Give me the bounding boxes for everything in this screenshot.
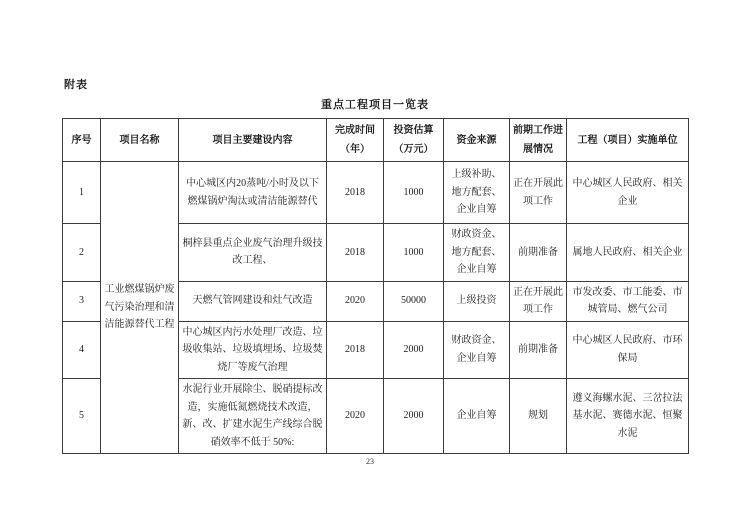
cell-content: 中心城区内污水处理厂改造、垃圾收集站、垃圾填埋场、垃圾焚烧厂等废气治理 [179, 321, 327, 379]
cell-progress: 正在开展此项工作 [510, 162, 567, 224]
cell-progress: 前期准备 [510, 224, 567, 282]
cell-year: 2018 [327, 162, 384, 224]
col-header-progress: 前期工作进展情况 [510, 119, 567, 162]
cell-progress: 前期准备 [510, 321, 567, 379]
cell-content: 天燃气管网建设和灶气改造 [179, 281, 327, 321]
cell-year: 2020 [327, 281, 384, 321]
cell-investment: 50000 [384, 281, 444, 321]
table-row [63, 162, 689, 224]
cell-progress: 规划 [510, 379, 567, 454]
appendix-label: 附表 [64, 79, 88, 91]
cell-project-name: 工业燃煤锅炉废气污染治理和清洁能源替代工程 [101, 162, 179, 454]
cell-year: 2018 [327, 224, 384, 282]
cell-unit: 属地人民政府、相关企业 [567, 224, 689, 282]
cell-unit: 遵义海螺水泥、三岔拉法基水泥、赛德水泥、恒聚水泥 [567, 379, 689, 454]
cell-no: 3 [63, 281, 101, 321]
cell-investment: 2000 [384, 321, 444, 379]
col-header-no: 序号 [63, 119, 101, 162]
cell-no: 1 [63, 162, 101, 224]
key-projects-table [62, 118, 689, 454]
cell-funding: 上级补助、地方配套、企业自筹 [444, 162, 510, 224]
cell-investment: 2000 [384, 379, 444, 454]
cell-no: 2 [63, 224, 101, 282]
cell-no: 4 [63, 321, 101, 379]
cell-unit: 中心城区人民政府、市环保局 [567, 321, 689, 379]
cell-investment: 1000 [384, 162, 444, 224]
page-number: 23 [366, 457, 374, 466]
cell-funding: 上级投资 [444, 281, 510, 321]
col-header-year: 完成时间（年） [327, 119, 384, 162]
cell-year: 2018 [327, 321, 384, 379]
col-header-unit: 工程（项目）实施单位 [567, 119, 689, 162]
col-header-project-name: 项目名称 [101, 119, 179, 162]
cell-content: 桐梓县重点企业废气治理升级技改工程、 [179, 224, 327, 282]
cell-no: 5 [63, 379, 101, 454]
cell-year: 2020 [327, 379, 384, 454]
cell-progress: 正在开展此项工作 [510, 281, 567, 321]
cell-funding: 财政资金、地方配套、企业自筹 [444, 224, 510, 282]
cell-content: 水泥行业开展除尘、脱硝提标改造，实施低氮燃烧技术改造，新、改、扩建水泥生产线综合脱硝效率不低于 50%: [179, 379, 327, 454]
col-header-funding: 资金来源 [444, 119, 510, 162]
col-header-content: 项目主要建设内容 [179, 119, 327, 162]
col-header-investment: 投资估算（万元） [384, 119, 444, 162]
table-header-row [63, 119, 689, 162]
cell-unit: 中心城区人民政府、相关企业 [567, 162, 689, 224]
cell-content: 中心城区内20蒸吨/小时及以下燃煤锅炉淘汰或清洁能源替代 [179, 162, 327, 224]
cell-funding: 财政资金、企业自筹 [444, 321, 510, 379]
cell-funding: 企业自筹 [444, 379, 510, 454]
cell-investment: 1000 [384, 224, 444, 282]
page-title: 重点工程项目一览表 [321, 99, 429, 111]
cell-unit: 市发改委、市工能委、市城管局、燃气公司 [567, 281, 689, 321]
